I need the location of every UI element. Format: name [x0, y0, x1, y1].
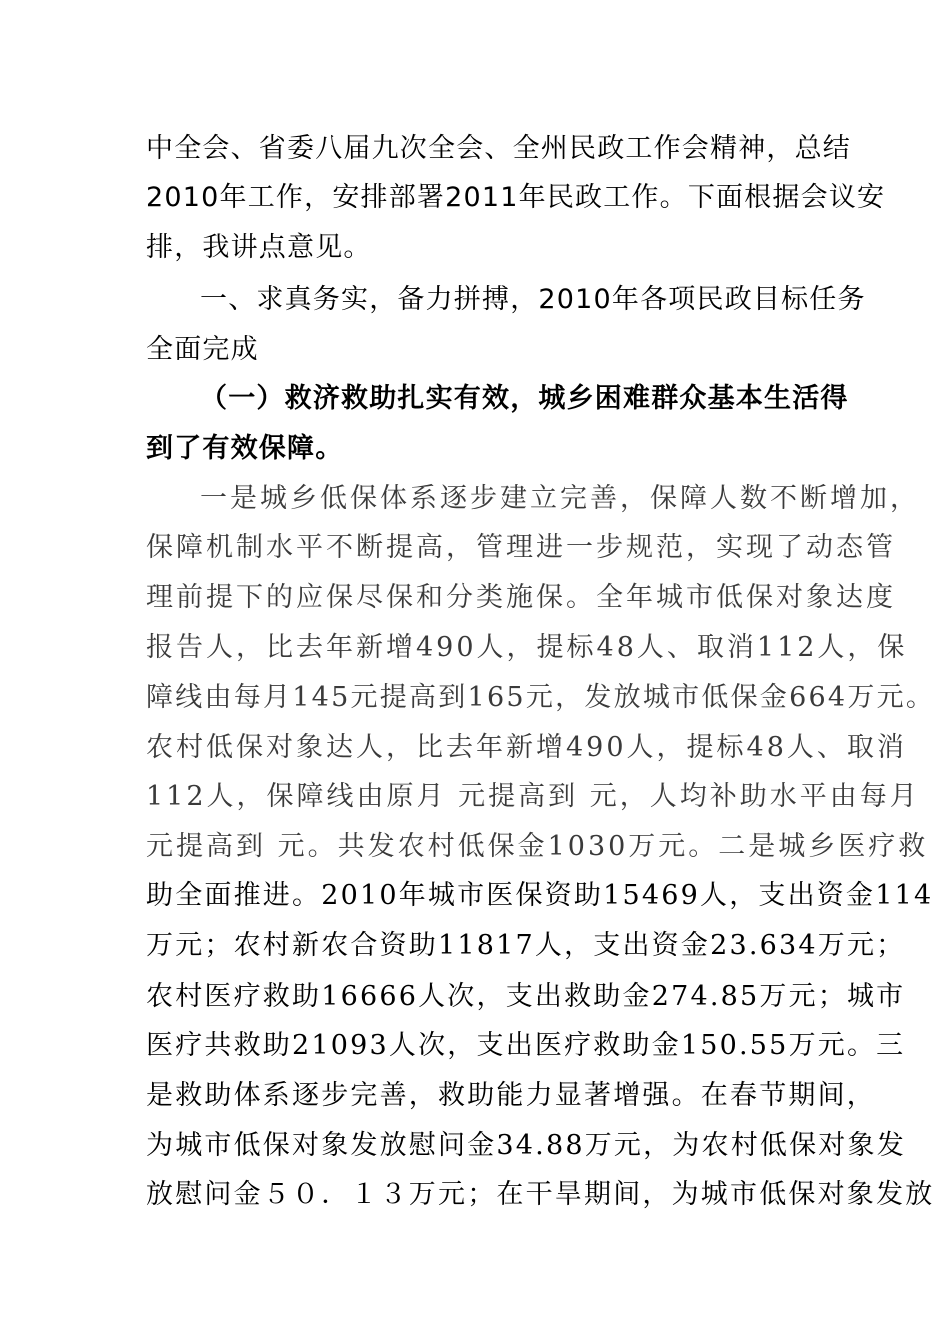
- paragraph-line: 中全会、省委八届九次全会、全州民政工作会精神，总结: [146, 133, 851, 164]
- body-line: 助全面推进。2010年城市医保资助15469人，支出资金114: [146, 880, 934, 911]
- subsection-heading-continued: 到了有效保障。: [146, 433, 344, 464]
- body-line: 元提高到 元。共发农村低保金1030万元。二是城乡医疗救: [146, 831, 929, 862]
- body-line: 一是城乡低保体系逐步建立完善，保障人数不断增加，: [200, 483, 920, 514]
- body-line: 是救助体系逐步完善，救助能力显著增强。在春节期间，: [146, 1080, 876, 1111]
- body-line: 保障机制水平不断提高，管理进一步规范，实现了动态管: [146, 532, 896, 563]
- paragraph-line: 排，我讲点意见。: [146, 232, 372, 263]
- body-line: 医疗共救助21093人次，支出医疗救助金150.55万元。三: [146, 1030, 906, 1061]
- section-heading: 一、求真务实，备力拼搏，2010年各项民政目标任务: [200, 284, 866, 315]
- body-line: 为城市低保对象发放慰问金34.88万元，为农村低保对象发: [146, 1130, 906, 1161]
- body-line: 农村低保对象达人，比去年新增490人，提标48人、取消: [146, 732, 907, 763]
- body-line: 理前提下的应保尽保和分类施保。全年城市低保对象达度: [146, 582, 896, 613]
- body-line: 112人，保障线由原月 元提高到 元，人均补助水平由每月: [146, 781, 920, 812]
- section-heading-continued: 全面完成: [146, 334, 259, 365]
- body-line: 报告人，比去年新增490人，提标48人、取消112人，保: [146, 632, 908, 663]
- body-line: 放慰问金５０．１３万元；在干旱期间，为城市低保对象发放: [146, 1179, 935, 1210]
- body-line: 万元；农村新农合资助11817人，支出资金23.634万元；: [146, 930, 906, 961]
- body-line: 农村医疗救助16666人次，支出救助金274.85万元；城市: [146, 981, 906, 1012]
- subsection-heading: （一）救济救助扎实有效，城乡困难群众基本生活得: [200, 383, 849, 414]
- body-line: 障线由每月145元提高到165元，发放城市低保金664万元。: [146, 682, 936, 713]
- paragraph-line: 2010年工作，安排部署2011年民政工作。下面根据会议安: [146, 182, 886, 213]
